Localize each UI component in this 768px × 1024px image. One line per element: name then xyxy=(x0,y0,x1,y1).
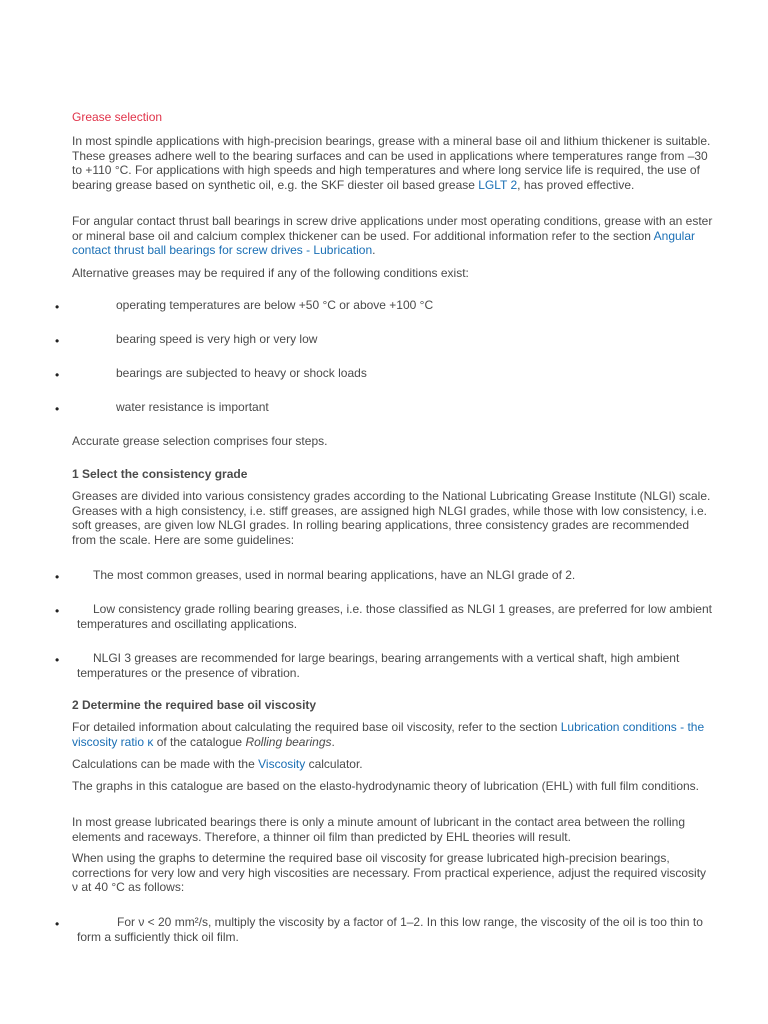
guideline-text: NLGI 3 greases are recommended for large bearings, bearing arrangements with a vertical shaft, high ambient temperatures or the presence of vibration. xyxy=(77,651,680,680)
intro-paragraph-1 xyxy=(72,134,714,192)
step2-p2-text: Calculations can be made with the xyxy=(72,757,259,771)
step1-paragraph: Greases are divided into various consistency grades according to the National Lubricating Grease Institute (NLGI) scale. Greases with a high consistency, i.e. stiff greases, are assigned high NLGI grades, while those with low consistency, i.e. soft greases, are given low NLGI grades. In rolling bearing applications, three consistency grades are recommended from the scale. Here are some guidelines: xyxy=(72,489,711,547)
lglt2-link[interactable]: LGLT 2 xyxy=(478,177,518,192)
bullet-icon: • xyxy=(55,368,60,382)
viscosity-ratio-link[interactable]: Lubrication conditions - the viscosity ratio κ xyxy=(72,720,705,749)
step1-heading: 1 Select the consistency grade xyxy=(72,467,248,481)
viscosity-calculator-link[interactable]: Viscosity xyxy=(258,757,306,771)
intro-p1-end: , has proved effective. xyxy=(517,177,635,192)
bullet-icon: • xyxy=(55,653,60,667)
intro-p2-end: . xyxy=(372,243,376,258)
condition-text: water resistance is important xyxy=(116,400,269,414)
condition-text: operating temperatures are below +50 °C or above +100 °C xyxy=(116,298,434,312)
section-title: Grease selection xyxy=(72,110,163,124)
step2-p2-end: calculator. xyxy=(305,757,363,771)
guideline-text: Low consistency grade rolling bearing greases, i.e. those classified as NLGI 1 greases, are preferred for low ambient temperatures and oscillating applications. xyxy=(77,602,712,631)
condition-text: bearings are subjected to heavy or shock loads xyxy=(116,366,367,380)
bullet-icon: • xyxy=(55,570,60,584)
condition-text: bearing speed is very high or very low xyxy=(116,332,318,346)
intro-p1-text: In most spindle applications with high-precision bearings, grease with a mineral base oil and lithium thickener is suitable. These greases adhere well to the bearing surfaces and can be used in applications where temperatures range from –30 to +110 °C. For applications with high speeds and high temperatures and where long service life is required, the use of bearing grease based on synthetic oil, e.g. the SKF diester oil based grease xyxy=(72,134,711,192)
step2-paragraph-2 xyxy=(72,757,714,772)
step2-paragraph-3: The graphs in this catalogue are based on the elasto-hydrodynamic theory of lubrication (EHL) with full film conditions. xyxy=(72,779,699,793)
bullet-icon: • xyxy=(55,300,60,314)
guideline-text: The most common greases, used in normal bearing applications, have an NLGI grade of 2. xyxy=(93,568,576,582)
intro-paragraph-2 xyxy=(72,214,714,258)
step2-paragraph-5: When using the graphs to determine the required base oil viscosity for grease lubricated high-precision bearings, corrections for very low and very high viscosities are necessary. From practical experience, adjust the required viscosity ν at 40 °C as follows: xyxy=(72,851,707,895)
bullet-icon: • xyxy=(55,334,60,348)
catalogue-title: Rolling bearings xyxy=(245,734,332,749)
screw-drives-lubrication-link[interactable]: Angular contact thrust ball bearings for screw drives - Lubrication xyxy=(72,228,696,258)
viscosity-rule-text: For ν < 20 mm²/s, multiply the viscosity by a factor of 1–2. In this low range, the viscosity of the oil is too thin to form a sufficiently thick oil film. xyxy=(77,915,703,944)
step2-p1-text: For detailed information about calculating the required base oil viscosity, refer to the section xyxy=(72,720,561,734)
intro-paragraph-3: Alternative greases may be required if any of the following conditions exist: xyxy=(72,266,469,280)
step2-p1-end: . xyxy=(331,734,335,749)
bullet-icon: • xyxy=(55,917,60,931)
step2-p1-mid: of the catalogue xyxy=(153,734,246,749)
step2-paragraph-1 xyxy=(72,720,714,749)
step2-paragraph-4: In most grease lubricated bearings there is only a minute amount of lubricant in the contact area between the rolling elements and raceways. Therefore, a thinner oil film than predicted by EHL theories will result. xyxy=(72,815,686,844)
intro-p2-text: For angular contact thrust ball bearings in screw drive applications under most operating conditions, grease with an ester or mineral base oil and calcium complex thickener can be used. For additional information refer to the section xyxy=(72,214,713,243)
steps-intro: Accurate grease selection comprises four steps. xyxy=(72,434,328,448)
bullet-icon: • xyxy=(55,402,60,416)
bullet-icon: • xyxy=(55,604,60,618)
step2-heading: 2 Determine the required base oil viscosity xyxy=(72,698,317,712)
